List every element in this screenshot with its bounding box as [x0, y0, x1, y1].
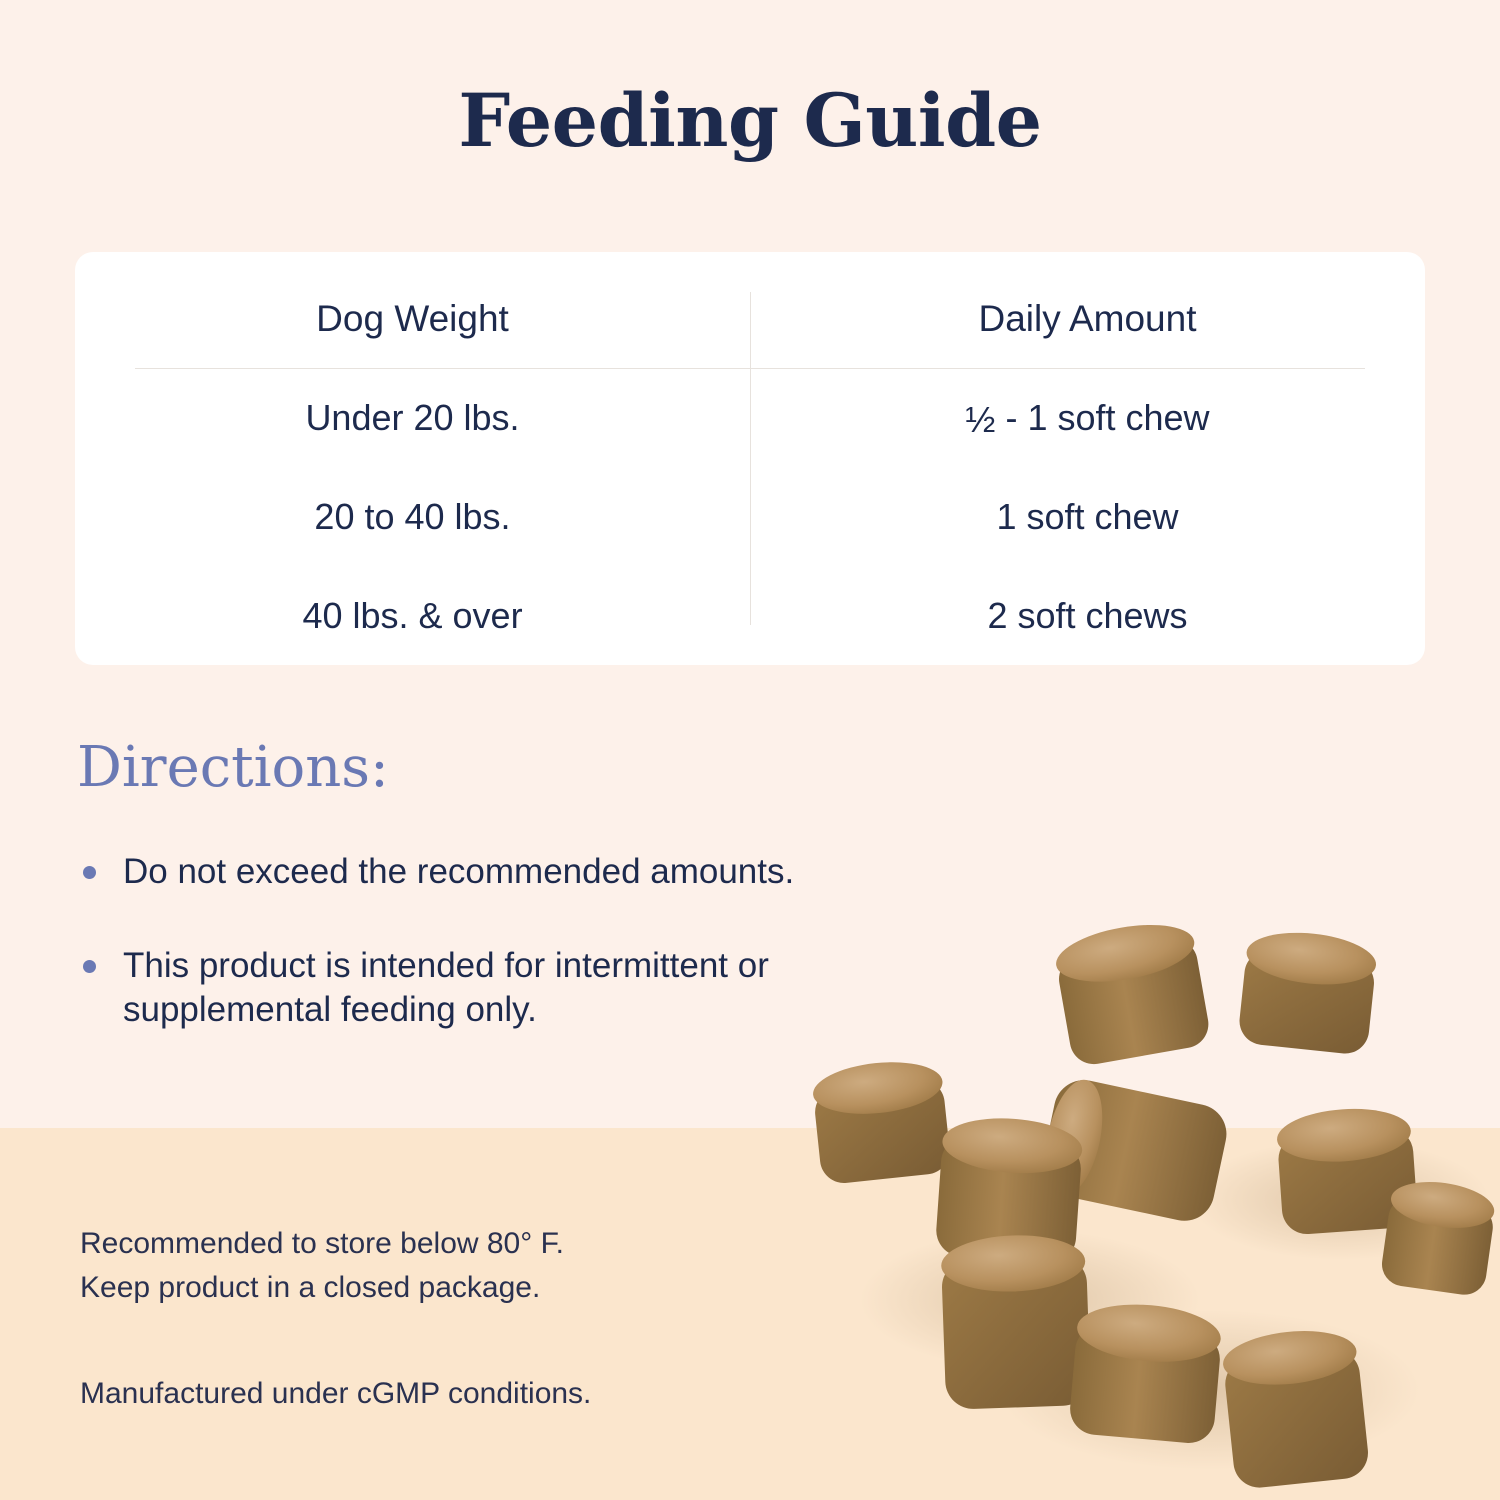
manufacturing-note: Manufactured under cGMP conditions.: [80, 1377, 592, 1410]
storage-note: [80, 1222, 564, 1309]
directions-list: [77, 850, 977, 1081]
lower-color-band: [0, 1128, 1500, 1500]
page-title: Feeding Guide: [458, 78, 1042, 164]
cell-amount: 1 soft chew: [996, 495, 1179, 537]
cell-amount: 2 soft chews: [987, 594, 1188, 636]
amount-text: - 1 soft chew: [1005, 397, 1210, 439]
cell-amount: [750, 369, 1425, 468]
page-title-container: [0, 78, 1500, 164]
fraction-one-half: ½: [965, 399, 996, 441]
feeding-table-card: [75, 252, 1425, 665]
column-header-dog-weight: Dog Weight: [316, 298, 509, 339]
directions-heading: Directions:: [77, 735, 389, 800]
bullet-icon: [83, 960, 96, 973]
storage-note-line-2: Keep product in a closed package.: [80, 1270, 541, 1304]
column-header-daily-amount: Daily Amount: [978, 298, 1197, 339]
table-vertical-divider: [750, 292, 751, 625]
list-item-text: This product is intended for intermittent or supplemental feeding only.: [123, 945, 769, 1029]
list-item-text: Do not exceed the recommended amounts.: [123, 852, 795, 891]
list-item: [77, 850, 977, 894]
cell-weight: 20 to 40 lbs.: [314, 495, 511, 537]
cell-weight: 40 lbs. & over: [302, 594, 523, 636]
bullet-icon: [83, 866, 96, 879]
cell-weight: Under 20 lbs.: [305, 397, 520, 439]
list-item: [77, 944, 977, 1032]
storage-note-line-1: Recommended to store below 80° F.: [80, 1227, 564, 1260]
